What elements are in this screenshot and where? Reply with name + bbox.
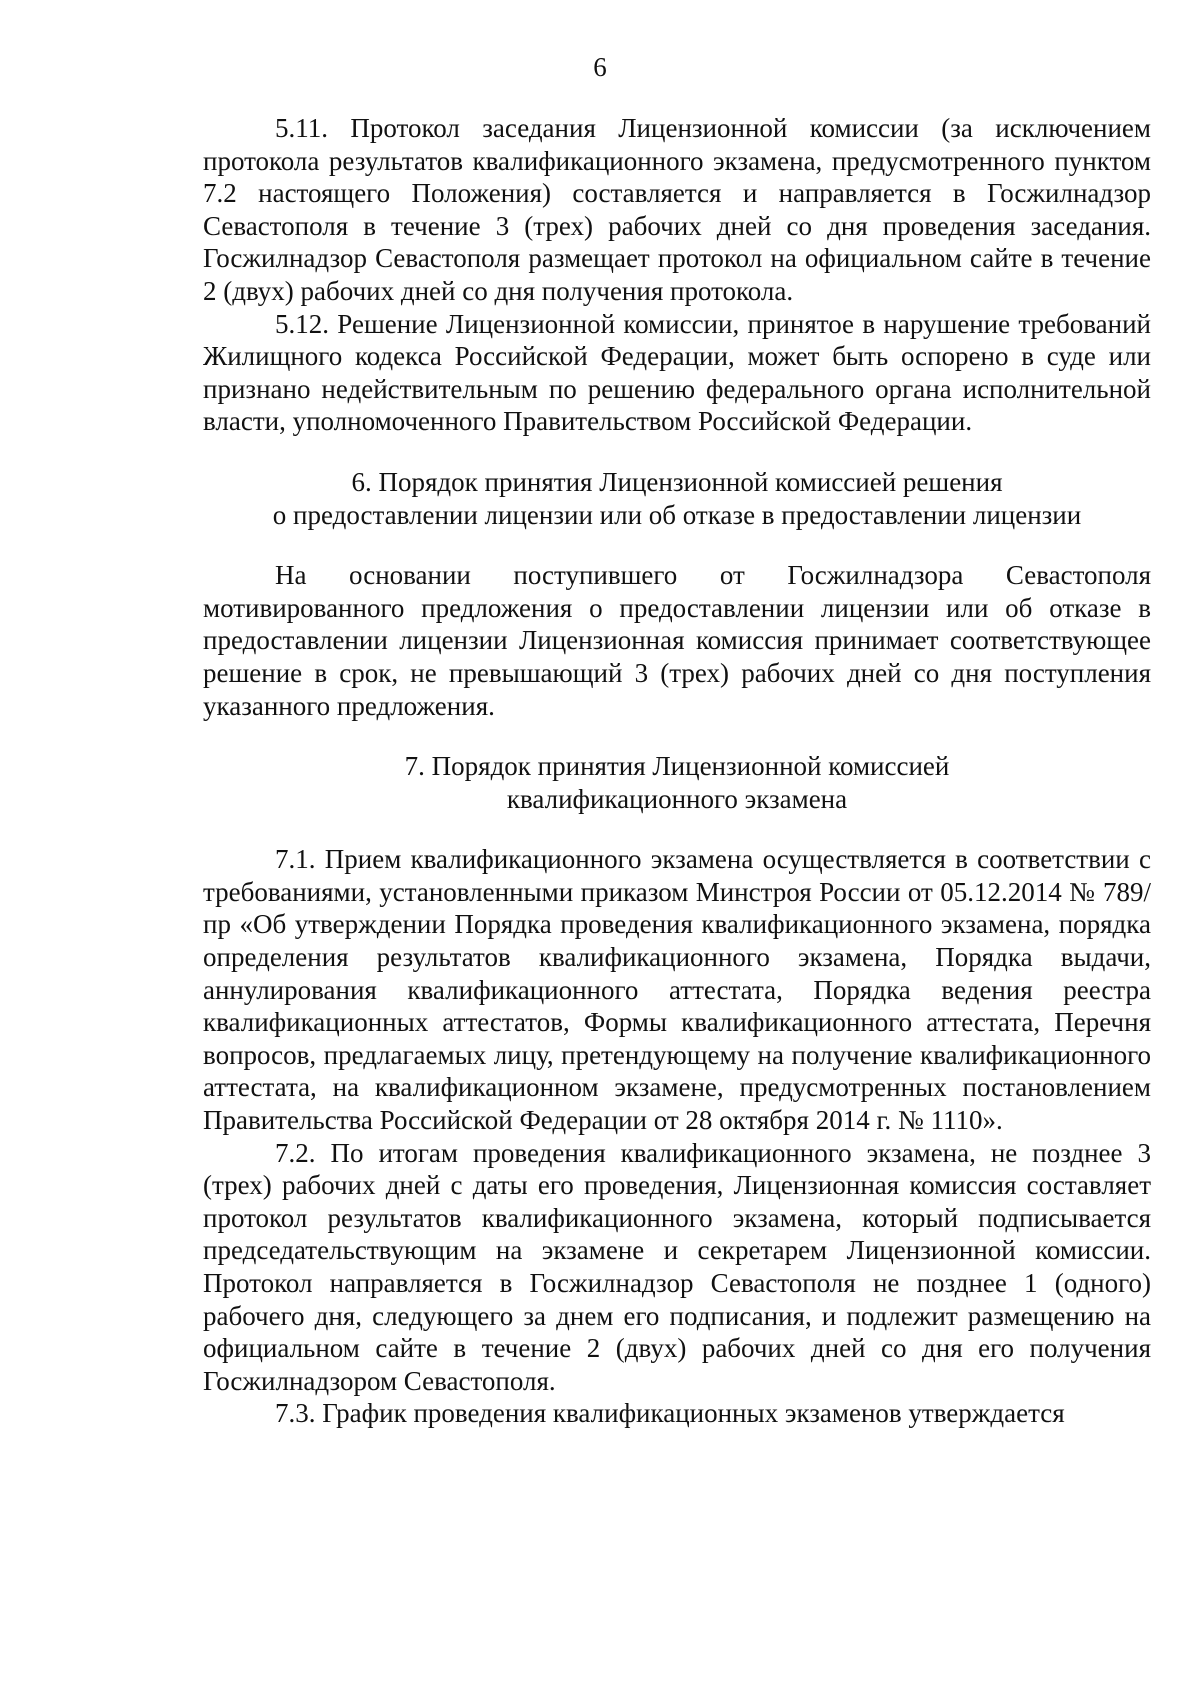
paragraph-5-12: 5.12. Решение Лицензионной комиссии, принятое в нарушение требований Жилищного кодекса Российской Федерации, может быть оспорено в суде или признано недействительным по решению федерального органа исполнительной власти, уполномоченного Правительством Российской Федерации. [203,308,1151,437]
section-6-heading-line-2: о предоставлении лицензии или об отказе в предоставлении лицензии [272,499,1082,530]
section-6-heading [203,466,1151,531]
section-7-heading [203,750,1151,815]
paragraph-7-2: 7.2. По итогам проведения квалификационного экзамена, не позднее 3 (трех) рабочих дней с даты его проведения, Лицензионная комиссия составляет протокол результатов квалификационного экзамена, который подписывается председательствующим на экзамене и секретарем Лицензионной комиссии. Протокол направляется в Госжилнадзор Севастополя не позднее 1 (одного) рабочего дня, следующего за днем его подписания, и подлежит размещению на официальном сайте в течение 2 (двух) рабочих дней со дня его получения Госжилнадзором Севастополя. [203,1137,1151,1396]
page-number: 6 [593,52,607,82]
paragraph-6: На основании поступившего от Госжилнадзора Севастополя мотивированного предложения о предоставлении лицензии или об отказе в предоставлении лицензии Лицензионная комиссия принимает соответствующее решение в срок, не превышающий 3 (трех) рабочих дней со дня поступления указанного предложения. [203,560,1151,721]
paragraph-7-3: 7.3. График проведения квалификационных экзаменов утверждается [275,1398,1065,1429]
section-6-heading-line-1: 6. Порядок принятия Лицензионной комиссией решения [351,466,1003,497]
section-7-heading-line-1: 7. Порядок принятия Лицензионной комиссией [404,751,950,782]
section-7-heading-line-2: квалификационного экзамена [506,783,848,814]
document-body [203,112,1151,1430]
paragraph-7-1: 7.1. Прием квалификационного экзамена осуществляется в соответствии с требованиями, установленными приказом Минстроя России от 05.12.2014 № 789/пр «Об утверждении Порядка проведения квалификационного экзамена, порядка определения результатов квалификационного экзамена, Порядка выдачи, аннулирования квалификационного аттестата, Порядка ведения реестра квалификационных аттестатов, Формы квалификационного аттестата, Перечня вопросов, предлагаемых лицу, претендующему на получение квалификационного аттестата, на квалификационном экзамене, предусмотренных постановлением Правительства Российской Федерации от 28 октября 2014 г. № 1110». [203,844,1151,1136]
paragraph-5-11: 5.11. Протокол заседания Лицензионной комиссии (за исключением протокола результатов квалификационного экзамена, предусмотренного пунктом 7.2 настоящего Положения) составляется и направляется в Госжилнадзор Севастополя в течение 3 (трех) рабочих дней со дня проведения заседания. Госжилнадзор Севастополя размещает протокол на официальном сайте в течение 2 (двух) рабочих дней со дня получения протокола. [203,113,1151,306]
